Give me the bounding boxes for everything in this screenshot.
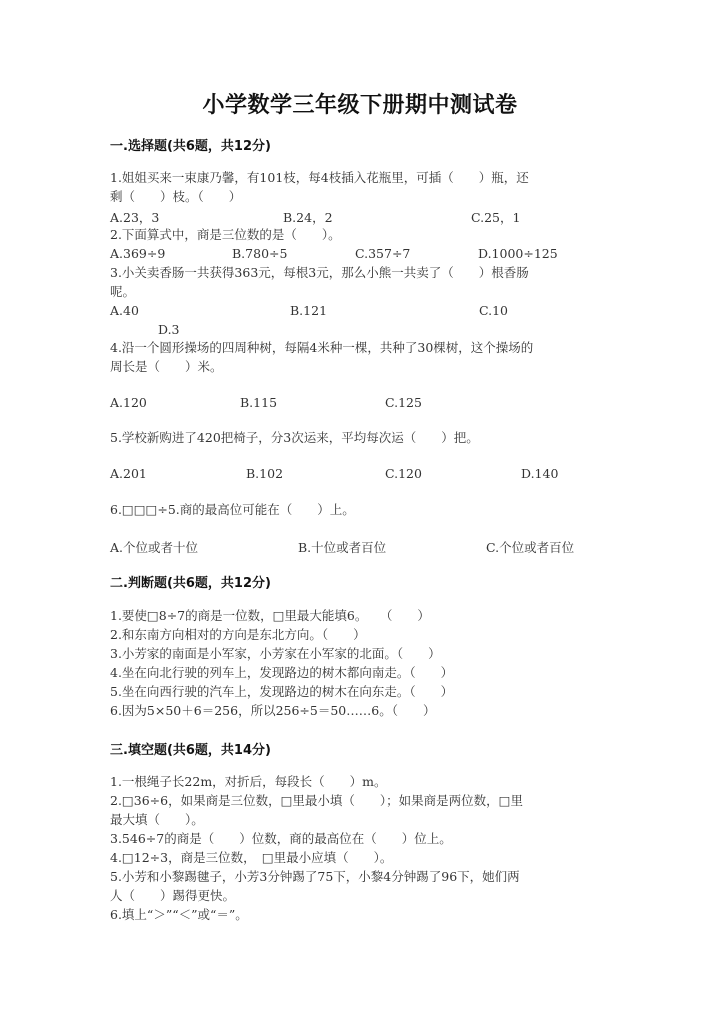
section-heading-fill-blank: 三.填空题(共6题，共14分) <box>110 743 271 758</box>
judgement-item: 3.小芳家的南面是小军家，小芳家在小军家的北面。（ ） <box>110 646 441 661</box>
question-text: 呢。 <box>110 284 136 299</box>
page-title: 小学数学三年级下册期中测试卷 <box>202 93 518 118</box>
option-b: B.102 <box>246 466 284 481</box>
option-d: D.1000÷125 <box>478 246 558 261</box>
section-heading-judgement: 二.判断题(共6题，共12分) <box>110 576 271 591</box>
fill-blank-item: 1.一根绳子长22m，对折后，每段长（ ）m。 <box>110 774 387 789</box>
section-heading-choice: 一.选择题(共6题，共12分) <box>110 139 271 154</box>
option-c: C.25，1 <box>471 210 521 225</box>
fill-blank-item: 3.546÷7的商是（ ）位数，商的最高位在（ ）位上。 <box>110 831 452 846</box>
option-a: A.201 <box>110 466 147 481</box>
judgement-item: 5.坐在向西行驶的汽车上，发现路边的树木在向东走。（ ） <box>110 684 454 699</box>
option-d: D.3 <box>158 322 180 337</box>
option-b: B.121 <box>290 303 328 318</box>
option-b: B.115 <box>240 395 278 410</box>
option-b: B.十位或者百位 <box>298 540 387 555</box>
fill-blank-item: 最大填（ ）。 <box>110 812 204 827</box>
fill-blank-item: 人（ ）踢得更快。 <box>110 888 236 903</box>
judgement-item: 4.坐在向北行驶的列车上，发现路边的树木都向南走。（ ） <box>110 665 454 680</box>
question-text: 5.学校新购进了420把椅子，分3次运来，平均每次运（ ）把。 <box>110 430 479 445</box>
option-c: C.120 <box>385 466 422 481</box>
option-a: A.369÷9 <box>110 246 166 261</box>
fill-blank-item: 2.□36÷6，如果商是三位数，□里最小填（ ）；如果商是两位数，□里 <box>110 793 523 808</box>
option-c: C.125 <box>385 395 422 410</box>
question-text: 4.沿一个圆形操场的四周种树，每隔4米种一棵，共种了30棵树，这个操场的 <box>110 340 534 355</box>
option-b: B.780÷5 <box>232 246 288 261</box>
question-text: 剩（ ）枝。（ ） <box>110 189 242 204</box>
option-a: A.120 <box>110 395 147 410</box>
option-a: A.个位或者十位 <box>110 540 199 555</box>
judgement-item: 1.要使□8÷7的商是一位数，□里最大能填6。 （ ） <box>110 608 430 623</box>
fill-blank-item: 6.填上“＞”“＜”或“＝”。 <box>110 907 248 922</box>
fill-blank-item: 4.□12÷3，商是三位数， □里最小应填（ ）。 <box>110 850 393 865</box>
question-text: 3.小关卖香肠一共获得363元，每根3元，那么小熊一共卖了（ ）根香肠 <box>110 265 529 280</box>
option-a: A.40 <box>110 303 139 318</box>
option-c: C.个位或者百位 <box>486 540 575 555</box>
question-text: 6.□□□÷5.商的最高位可能在（ ）上。 <box>110 502 355 517</box>
option-b: B.24，2 <box>283 210 333 225</box>
option-d: D.140 <box>521 466 559 481</box>
option-c: C.357÷7 <box>355 246 411 261</box>
option-c: C.10 <box>479 303 508 318</box>
question-text: 2.下面算式中，商是三位数的是（ ）。 <box>110 227 341 242</box>
option-a: A.23，3 <box>110 210 160 225</box>
question-text: 1.姐姐买来一束康乃馨，有101枝，每4枝插入花瓶里，可插（ ）瓶，还 <box>110 170 529 185</box>
question-text: 周长是（ ）米。 <box>110 359 223 374</box>
fill-blank-item: 5.小芳和小黎踢毽子，小芳3分钟踢了75下，小黎4分钟踢了96下，她们两 <box>110 869 520 884</box>
judgement-item: 2.和东南方向相对的方向是东北方向。（ ） <box>110 627 366 642</box>
judgement-item: 6.因为5×50＋6＝256，所以256÷5＝50……6。（ ） <box>110 703 436 718</box>
